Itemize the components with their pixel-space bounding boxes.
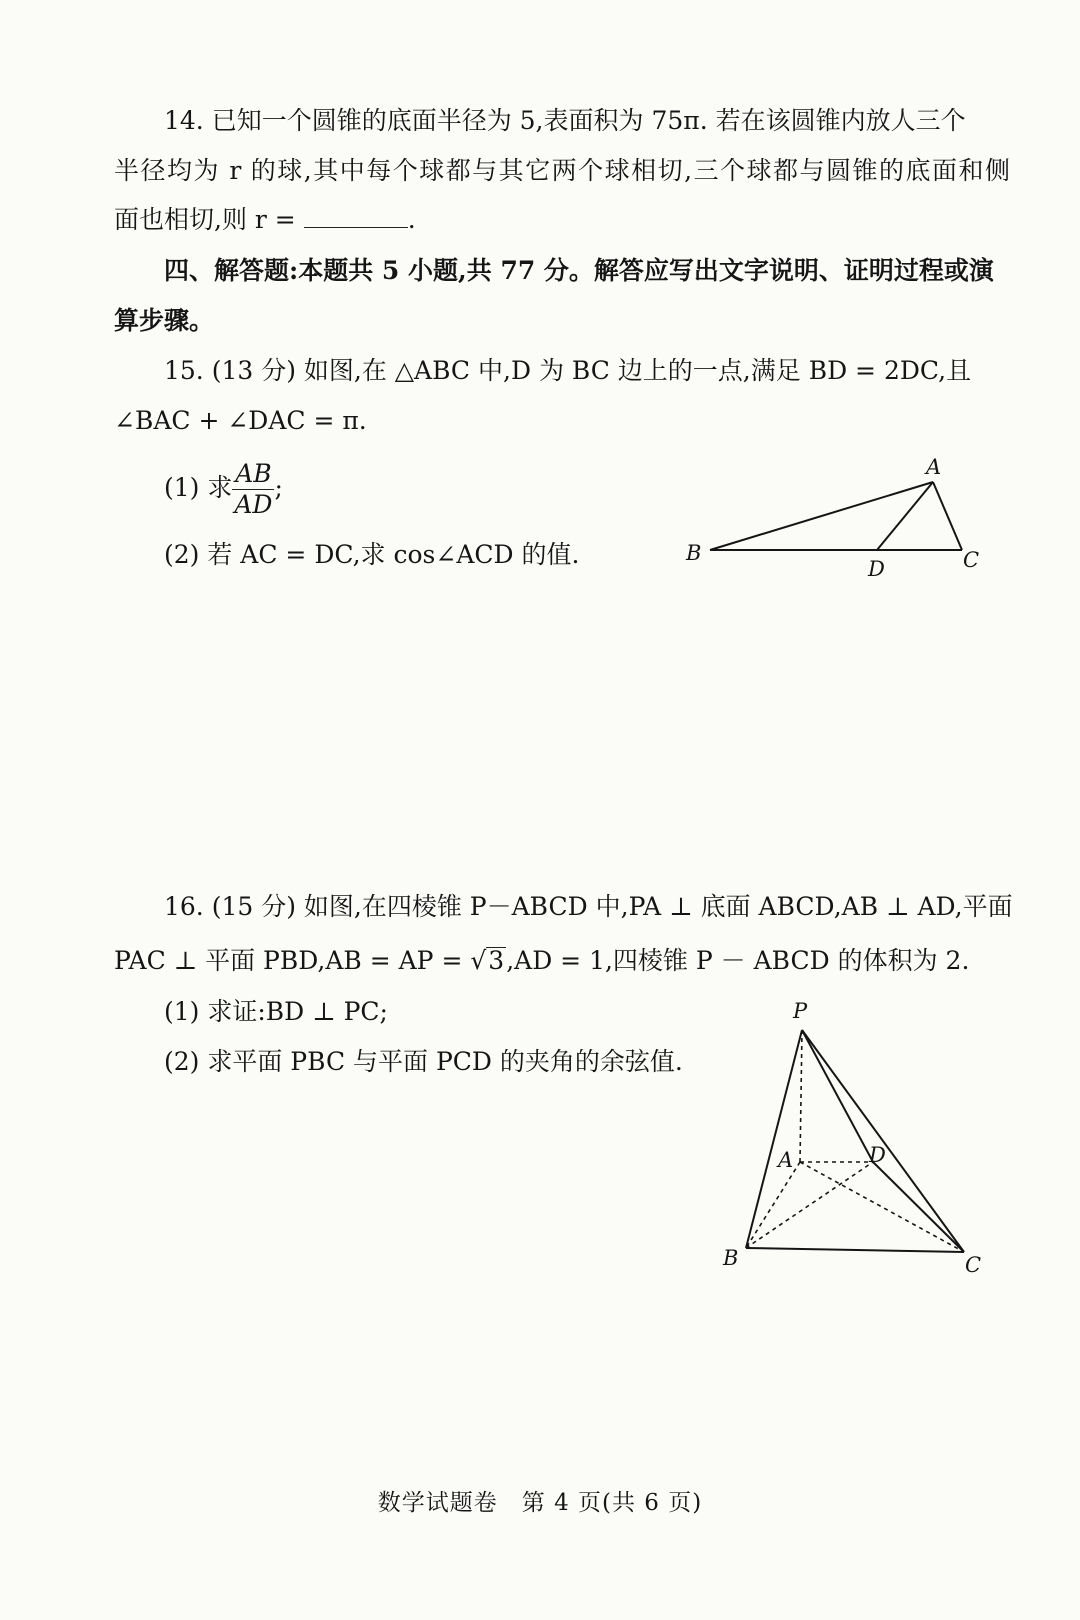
answer-blank xyxy=(304,205,408,228)
vertex-label-c: C xyxy=(965,1253,982,1277)
triangle-figure xyxy=(680,452,1010,592)
section-heading-line-1: 四、解答题:本题共 5 小题,共 77 分。解答应写出文字说明、证明过程或演 xyxy=(164,256,994,285)
vertex-label-b: B xyxy=(723,1246,739,1270)
vertex-label-b: B xyxy=(686,541,702,565)
edge-ac xyxy=(800,1162,964,1252)
q14-line-2: 半径均为 r 的球,其中每个球都与其它两个球相切,三个球都与圆锥的底面和侧 xyxy=(114,156,1010,185)
q15-part-1-end: ; xyxy=(274,473,283,502)
segment-ac xyxy=(933,482,962,550)
q15-part-2: (2) 若 AC = DC,求 cos∠ACD 的值. xyxy=(164,540,580,569)
vertex-label-a: A xyxy=(926,455,942,479)
segment-ba xyxy=(710,482,933,550)
fraction-numerator: AB xyxy=(232,459,274,490)
segment-ad xyxy=(877,482,933,550)
q15-part-1-text: (1) 求 xyxy=(164,473,233,502)
vertex-label-d: D xyxy=(869,1143,886,1167)
pyramid-figure xyxy=(715,990,1015,1290)
q14-line-3-end: . xyxy=(407,205,416,234)
q14-line-3-text: 面也相切,则 r = xyxy=(114,205,304,234)
q15-part-1 xyxy=(164,458,464,520)
edge-dc xyxy=(873,1162,964,1252)
edge-pd xyxy=(802,1030,873,1162)
edge-pc xyxy=(802,1030,964,1252)
sqrt-radicand: 3 xyxy=(488,946,505,975)
q16-line-1: 16. (15 分) 如图,在四棱锥 P－ABCD 中,PA ⊥ 底面 ABCD,AB ⊥ AD,平面 xyxy=(164,892,1013,921)
q16-part-1: (1) 求证:BD ⊥ PC; xyxy=(164,997,388,1026)
vertex-label-a: A xyxy=(778,1148,794,1172)
q14-line-3 xyxy=(114,203,1010,237)
section-heading-line-2: 算步骤。 xyxy=(114,306,215,335)
edge-ab xyxy=(746,1162,800,1248)
fraction-denominator: AD xyxy=(234,490,273,519)
q16-line-2-end: ,AD = 1,四棱锥 P － ABCD 的体积为 2. xyxy=(506,946,970,975)
q16-part-2: (2) 求平面 PBC 与平面 PCD 的夹角的余弦值. xyxy=(164,1047,683,1076)
edge-pa xyxy=(800,1030,802,1162)
q15-line-1: 15. (13 分) 如图,在 △ABC 中,D 为 BC 边上的一点,满足 BD = 2DC,且 xyxy=(164,356,972,385)
q16-line-2-text: PAC ⊥ 平面 PBD,AB = AP = √ xyxy=(114,946,487,975)
vertex-label-c: C xyxy=(963,548,980,572)
vertex-label-d: D xyxy=(868,557,885,581)
q14-line-1: 14. 已知一个圆锥的底面半径为 5,表面积为 75π. 若在该圆锥内放人三个 xyxy=(164,106,966,135)
page-footer: 数学试题卷 第 4 页(共 6 页) xyxy=(377,1490,703,1516)
q16-line-2 xyxy=(114,944,1010,978)
fraction-ab-ad xyxy=(232,459,274,520)
q15-line-2: ∠BAC + ∠DAC = π. xyxy=(114,406,367,435)
edge-bc xyxy=(746,1248,964,1252)
vertex-label-p: P xyxy=(793,999,808,1023)
